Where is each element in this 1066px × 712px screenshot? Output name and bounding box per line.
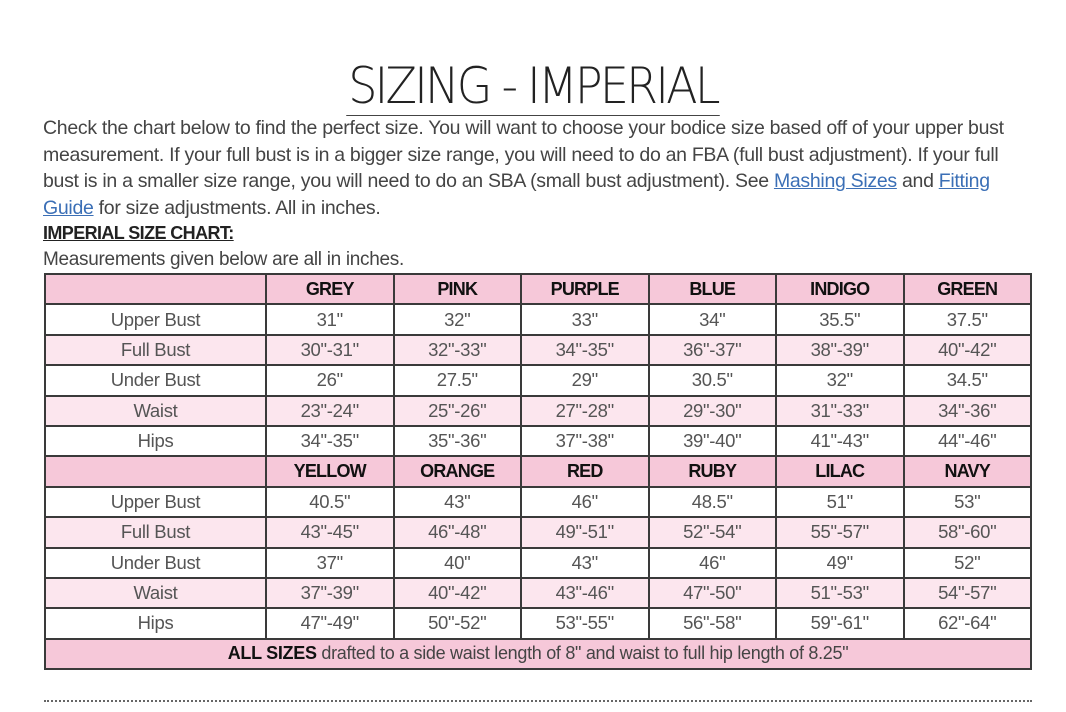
measurement-value: 32" [394,304,522,334]
chart-note: Measurements given below are all in inches. [43,249,404,270]
measurement-value: 40"-42" [394,578,522,608]
measurement-row [45,304,1031,334]
measurement-label: Upper Bust [45,487,266,517]
size-name-cell: YELLOW [266,456,394,486]
measurement-value: 47"-49" [266,608,394,638]
measurement-value: 49" [776,548,904,578]
measurement-value: 52"-54" [649,517,777,547]
measurement-value: 37" [266,548,394,578]
measurement-label: Under Bust [45,365,266,395]
size-name-cell: GREEN [904,274,1032,304]
measurement-value: 36"-37" [649,335,777,365]
measurement-value: 54"-57" [904,578,1032,608]
measurement-value: 34"-35" [521,335,649,365]
measurement-value: 38"-39" [776,335,904,365]
measurement-value: 43"-46" [521,578,649,608]
measurement-label: Full Bust [45,335,266,365]
measurement-value: 37"-39" [266,578,394,608]
measurement-value: 51" [776,487,904,517]
size-name-cell: PURPLE [521,274,649,304]
measurement-label: Waist [45,578,266,608]
measurement-value: 40"-42" [904,335,1032,365]
measurement-value: 47"-50" [649,578,777,608]
measurement-value: 23"-24" [266,396,394,426]
measurement-value: 37"-38" [521,426,649,456]
size-name-cell: ORANGE [394,456,522,486]
measurement-value: 53"-55" [521,608,649,638]
measurement-value: 48.5" [649,487,777,517]
measurement-value: 25"-26" [394,396,522,426]
measurement-value: 34.5" [904,365,1032,395]
measurement-value: 56"-58" [649,608,777,638]
size-name-cell: GREY [266,274,394,304]
footer-bold: ALL SIZES [227,643,317,664]
measurement-value: 41"-43" [776,426,904,456]
measurement-value: 44"-46" [904,426,1032,456]
footer-note [45,639,1031,669]
measurement-value: 43"-45" [266,517,394,547]
footer-text: drafted to a side waist length of 8" and waist to full hip length of 8.25" [316,643,849,664]
measurement-label: Full Bust [45,517,266,547]
measurement-value: 34"-36" [904,396,1032,426]
measurement-value: 46"-48" [394,517,522,547]
measurement-value: 29" [521,365,649,395]
size-name-cell: BLUE [649,274,777,304]
size-name-cell: INDIGO [776,274,904,304]
measurement-row [45,426,1031,456]
measurement-value: 40.5" [266,487,394,517]
measurement-value: 52" [904,548,1032,578]
footer-row [45,639,1031,669]
intro-text-3: for size adjustments. All in inches. [93,196,381,219]
size-chart-table [44,273,1032,670]
measurement-label: Under Bust [45,548,266,578]
header-blank-cell [45,456,266,486]
measurement-value: 27"-28" [521,396,649,426]
intro-text-1: Check the chart below to find the perfect size. You will want to choose your bodice size based off of your upper bust measurement. If your full bust is in a bigger size range, you will need to do an FBA (full bust adjustment). If your full bust is in a smaller size range, you will need to do an SBA (small bust adjustment). See [43,117,1004,192]
size-name-cell: NAVY [904,456,1032,486]
measurement-value: 40" [394,548,522,578]
size-name-cell: RED [521,456,649,486]
measurement-label: Upper Bust [45,304,266,334]
measurement-row [45,608,1031,638]
measurement-value: 32"-33" [394,335,522,365]
measurement-value: 31"-33" [776,396,904,426]
measurement-value: 30"-31" [266,335,394,365]
header-blank-cell [45,274,266,304]
measurement-value: 33" [521,304,649,334]
page-title: SIZING - IMPERIAL [348,57,718,115]
measurement-value: 34" [649,304,777,334]
measurement-label: Hips [45,608,266,638]
chart-heading: IMPERIAL SIZE CHART: [43,223,234,243]
intro-paragraph [43,115,1028,221]
measurement-value: 30.5" [649,365,777,395]
intro-text-2: and [896,170,939,192]
measurement-row [45,578,1031,608]
measurement-value: 50"-52" [394,608,522,638]
measurement-value: 59"-61" [776,608,904,638]
measurement-value: 35"-36" [394,426,522,456]
measurement-value: 32" [776,365,904,395]
measurement-value: 39"-40" [649,426,777,456]
size-header-row [45,456,1031,486]
measurement-value: 49"-51" [521,517,649,547]
measurement-value: 51"-53" [776,578,904,608]
measurement-row [45,335,1031,365]
measurement-value: 31" [266,304,394,334]
measurement-value: 55"-57" [776,517,904,547]
size-header-row [45,274,1031,304]
measurement-row [45,548,1031,578]
measurement-row [45,487,1031,517]
dotted-divider [44,700,1032,702]
measurement-row [45,517,1031,547]
measurement-value: 34"-35" [266,426,394,456]
size-name-cell: LILAC [776,456,904,486]
measurement-value: 26" [266,365,394,395]
size-name-cell: PINK [394,274,522,304]
measurement-row [45,396,1031,426]
measurement-value: 43" [521,548,649,578]
measurement-value: 43" [394,487,522,517]
measurement-value: 27.5" [394,365,522,395]
measurement-value: 29"-30" [649,396,777,426]
measurement-value: 53" [904,487,1032,517]
size-name-cell: RUBY [649,456,777,486]
measurement-value: 62"-64" [904,608,1032,638]
measurement-value: 58"-60" [904,517,1032,547]
measurement-row [45,365,1031,395]
measurement-value: 37.5" [904,304,1032,334]
fitting-guide-link[interactable]: Fitting Guide [43,170,990,219]
measurement-label: Waist [45,396,266,426]
measurement-value: 46" [649,548,777,578]
mashing-sizes-link[interactable]: Mashing Sizes [773,170,897,192]
measurement-value: 35.5" [776,304,904,334]
measurement-value: 46" [521,487,649,517]
measurement-label: Hips [45,426,266,456]
